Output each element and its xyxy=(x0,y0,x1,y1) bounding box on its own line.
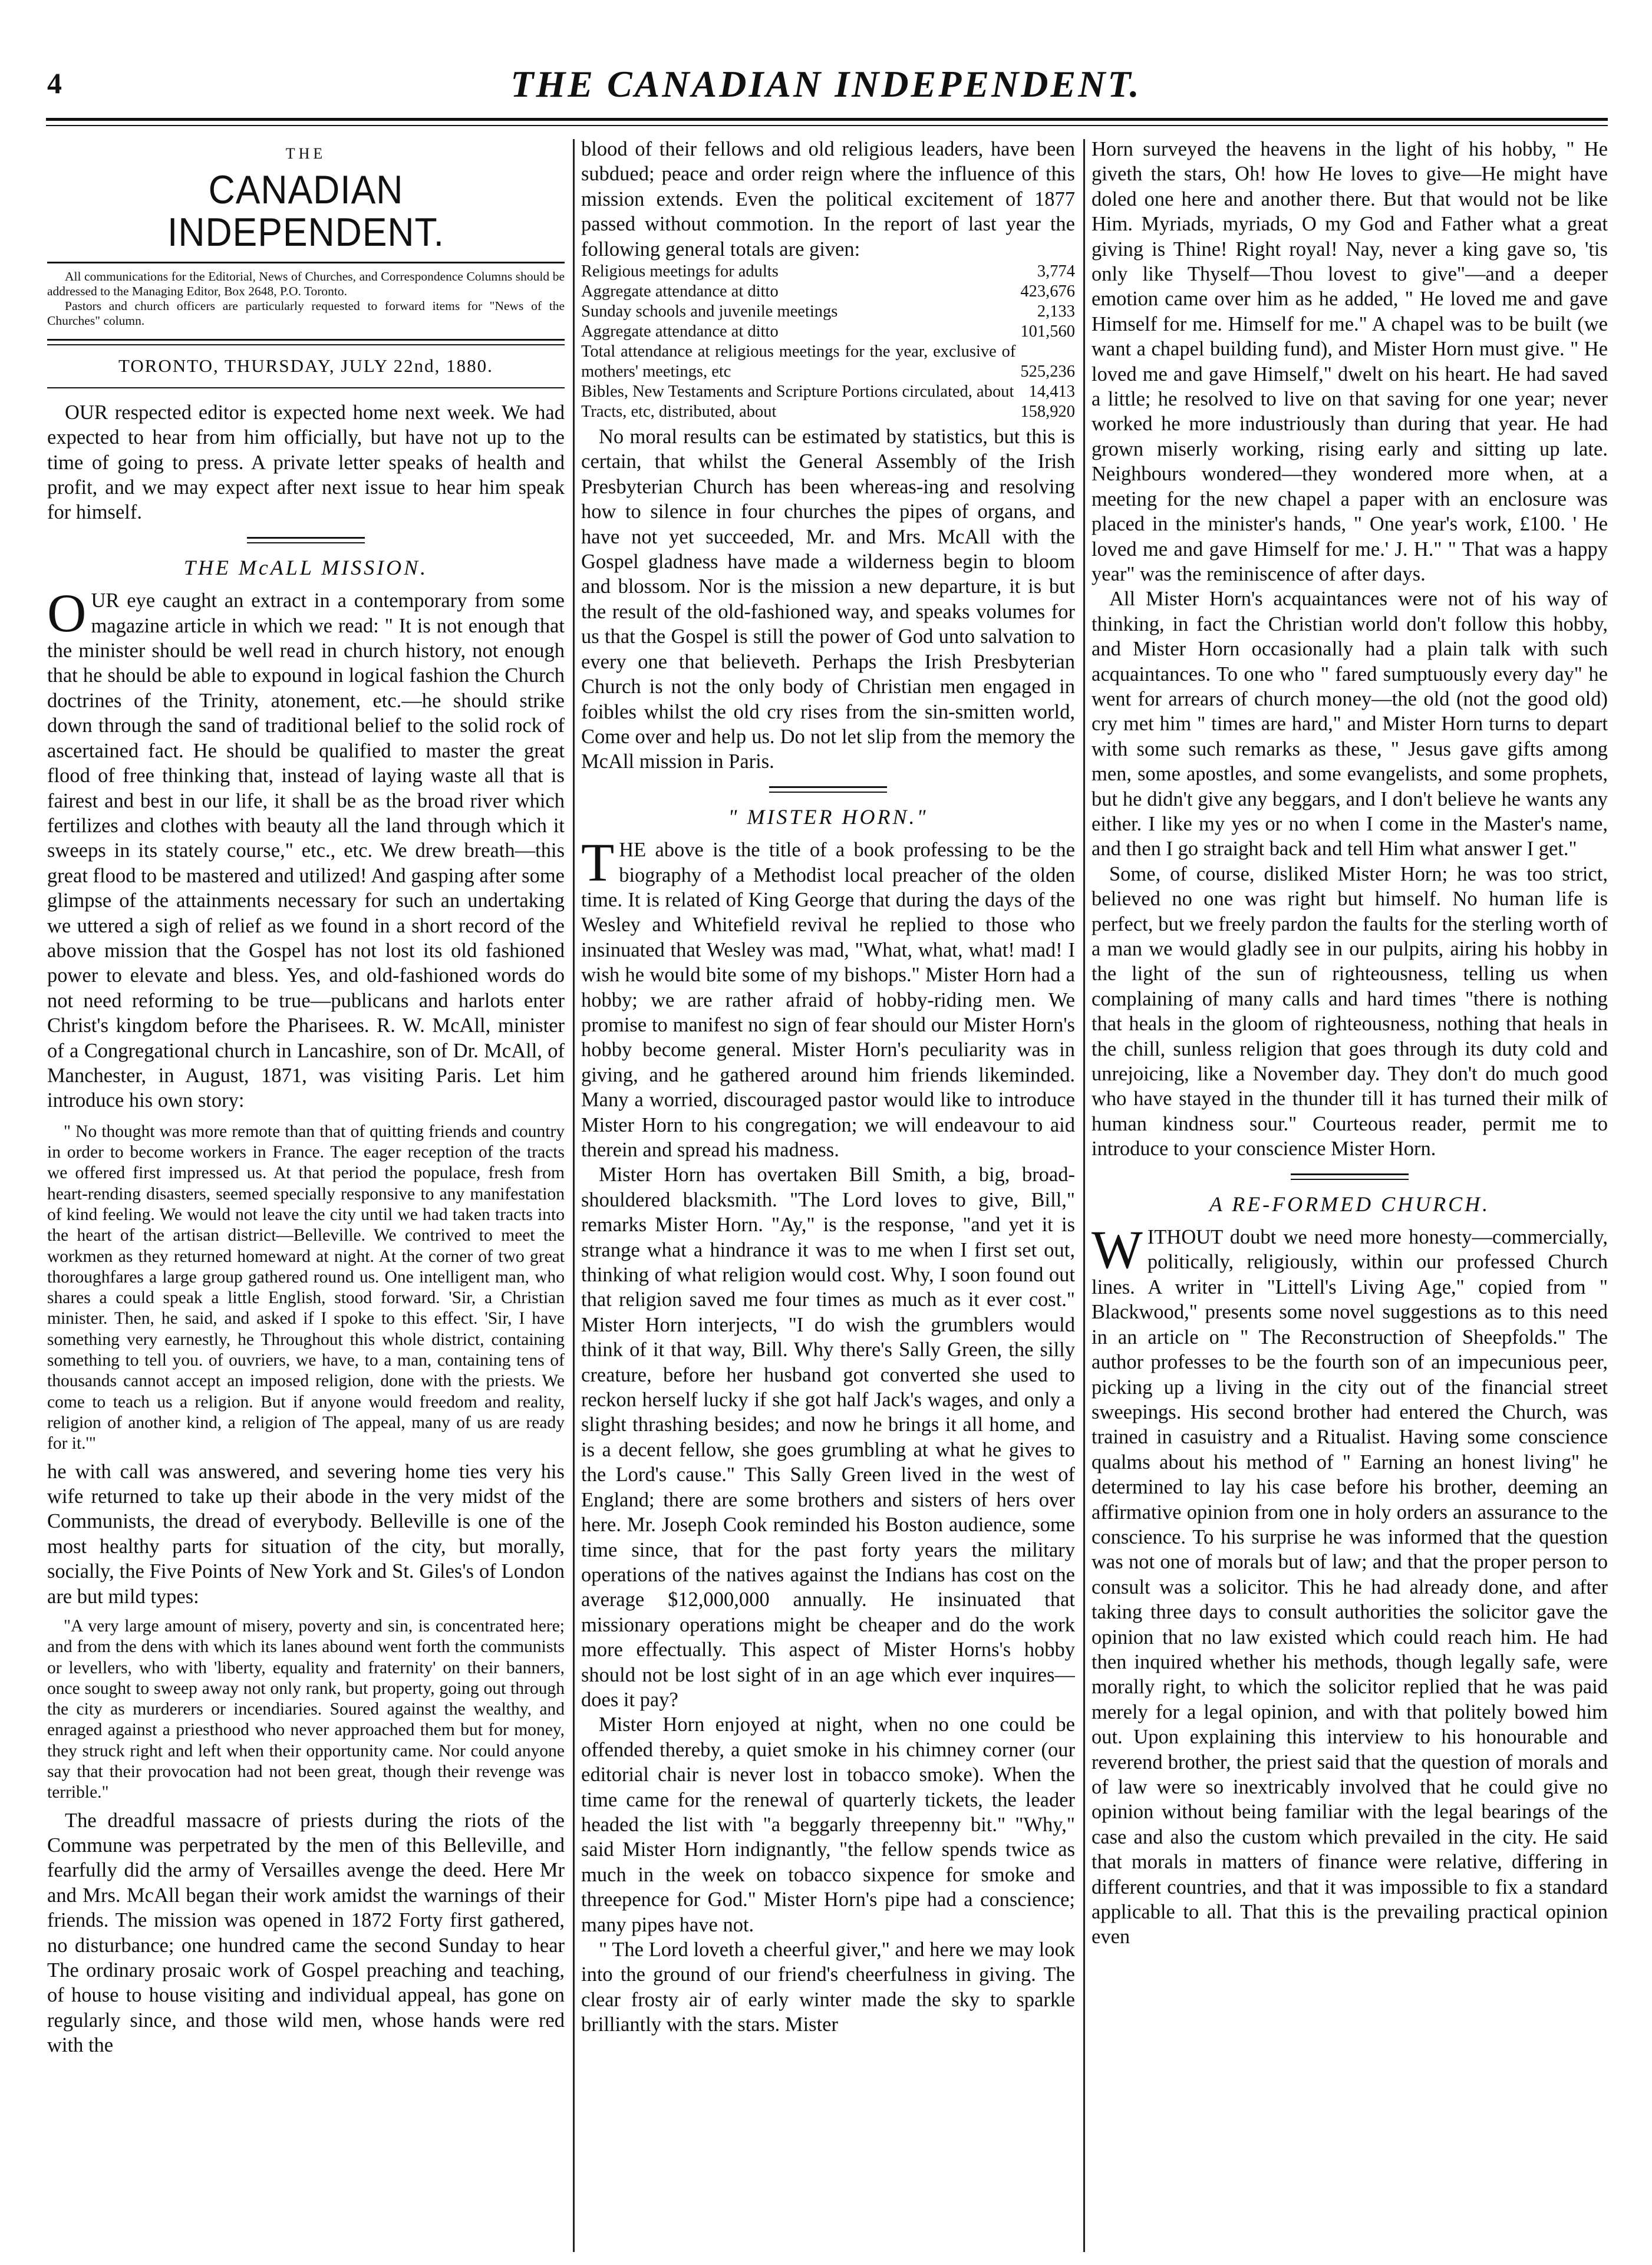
stats-label: Bibles, New Testaments and Scripture Portions circulated, about xyxy=(581,383,1014,401)
section-divider xyxy=(769,786,887,793)
editor-note: OUR respected editor is expected home next week. We had expected to hear from him officially, but have not up to the time of going to press. A private letter speaks of health and profit, and we may expect after next issue to hear him speak for himself. xyxy=(47,401,565,524)
horn-title: " MISTER HORN." xyxy=(728,805,928,829)
reformed-drop-cap: W xyxy=(1092,1219,1143,1280)
mcall-paragraph-3: The dreadful massacre of priests during the riots of the Commune was perpetrated by the men of this Belleville, and fearfully did the army of Versailles avenge the deed. Here Mr and Mrs. McAll began their work amidst the warnings of their friends. The mission was opened in 1872 Forty first gathered, no disturbance; one hundred came the second Sunday to hear The ordinary prosaic work of Gospel preaching and teaching, of house to house visiting and individual appeal, has gone on regularly since, and those wild men, whose hands were red with the xyxy=(47,1809,565,2057)
stats-row xyxy=(581,282,1075,302)
section-divider xyxy=(247,537,365,543)
stats-value: 423,676 xyxy=(1020,282,1075,301)
column-2 xyxy=(581,137,1075,2259)
stats-label: Religious meetings for adults xyxy=(581,262,779,281)
masthead-the: THE xyxy=(285,145,327,162)
mcall-paragraph-1: UR eye caught an extract in a contemporary from some magazine article in which we read: " It is not enough that the minister should be well read in church history, not enough that he should be able to expound in logical fashion the Church doctrines of the Trinity, atonement, etc.—he should strike down through the sand of traditional belief to the solid rock of ascertained fact. He should be qualified to master the great flood of free thinking that, instead of laying waste all that is fairest and best in our life, it shall be as the broad river which fertilizes and clothes with beauty all the land through which it sweeps in its stately course," etc., etc. We drew breath—this great flood to be mastered and utilized! And gasping after some glimpse of the attainments necessary for such an undertaking we uttered a sigh of relief as we found in a short record of the above mission that the Gospel has not lost its old fashioned power to elevate and bless. Yes, and old-fashioned words do not need reforming to be true—publicans and harlots enter Christ's kingdom before the Pharisees. R. W. McAll, minister of a Congregational church in Lancashire, son of Dr. McAll, of Manchester, in August, 1871, was visiting Paris. Let him introduce his own story: xyxy=(47,589,565,1112)
mission-stats-table xyxy=(581,262,1075,422)
mcall-drop-cap: O xyxy=(47,583,87,644)
horn-paragraph-5: Horn surveyed the heavens in the light of his hobby, " He giveth the stars, Oh! how He loves to give—He might have doled one here and another there. But that would not be like Him. Myriads, myriads, O my God and Father what a great giving is Thine! Right royal! Nay, never a king gave so, 'tis only like Thyself—Thou lovest to give"—and a deeper emotion came over him as he added, " He loved me and gave Himself for me. Himself for me." A chapel was to be built (we want a chapel building fund), and Mister Horn must give. " He loved me and gave Himself," dwelt on his heart. He had saved a little; he resolved to live on that saving for one year; never worked he more industriously than during that year. He had grown miserly working, rising early and sitting up late. Neighbours wondered—they wondered more when, at a meeting for the new chapel a paper with an enclosure was placed in the minister's hands, " One year's work, £100. ' He loved me and gave Himself for me.' J. H." " That was a happy year" was the reminiscence of after days. xyxy=(1092,138,1608,585)
horn-paragraph-4: " The Lord loveth a cheerful giver," and here we may look into the ground of our friend's cheerfulness in giving. The clear frosty air of early winter made the sky to sparkle brilliantly with the stars. Mister xyxy=(581,1938,1075,2036)
running-title: THE CANADIAN INDEPENDENT. xyxy=(510,63,1142,105)
column-rule-2 xyxy=(1083,139,1085,2252)
stats-value: 14,413 xyxy=(1028,383,1075,401)
horn-paragraph-3: Mister Horn enjoyed at night, when no one could be offended thereby, a quiet smoke in his chimney corner (our editorial chair is never lost in tobacco smoke). When the time came for the renewal of quarterly tickets, the leader headed the list with "a beggarly threepenny bit." "Why," said Mister Horn indignantly, "the fellow spends twice as much in the week on tobacco sixpence for smoke and threepence for God." Mister Horn's pipe had a conscience; many pipes have not. xyxy=(581,1713,1075,1936)
stats-value: 525,236 xyxy=(1020,362,1075,381)
mcall-paragraph-5: No moral results can be estimated by statistics, but this is certain, that whilst the General Assembly of the Irish Presbyterian Church has been whereas-ing and resolving how to silence in four churches the pipes of organs, and have not yet succeeded, Mr. and Mrs. McAll with the Gospel gladness have made a wilderness begin to bloom and blossom. Nor is the mission a new departure, it is but the result of the old-fashioned way, and speaks volumes for us that the Gospel is still the power of God unto salvation to every one that believeth. Perhaps the Irish Presbyterian Church is not the only body of Christian men engaged in foibles whilst the old cry rises from the sin-smitten world, Come over and help us. Do not let slip from the memory the McAll mission in Paris. xyxy=(581,426,1075,773)
stats-row xyxy=(581,262,1075,282)
reformed-paragraph-1: ITHOUT doubt we need more honesty—commercially, politically, religiously, within our professed Church lines. A writer in "Littell's Living Age," copied from " Blackwood," presents some novel suggestions as to this need in an article on " The Reconstruction of Sheepfolds." The author professes to be the fourth son of an impecunious peer, picking up a living in the city out of the financial street sweepings. His second brother had entered the Church, was trained in casuistry and a Ritualist. Having some conscience qualms about his method of " Earning an honest living" he determined to lay his case before his brother, deeming an affirmative opinion from one in holy orders an assurance to the conscience. To his surprise he was informed that the question was not one of morals but of law; and that the proper person to consult was a solicitor. This he had already done, and after taking three days to consult authorities the solicitor gave the opinion that no law existed which could reach him. He had then inquired whether his methods, though legally safe, were morally right, to which the solicitor replied that he was paid merely for a legal opinion, and with that politely bowed him out. Upon explaining this interview to his honourable and reverend brother, the priest said that the question of morals and of law were so inextricably involved that he could give no opinion without being familiar with the legal bearings of the case and also the custom which prevailed in the city. He said that morals in matters of finance were relative, differing in different countries, and that it was impossible to fix a standard applicable to all. That this is the prevailing practical opinion even xyxy=(1092,1226,1608,1949)
stats-label: Tracts, etc, distributed, about xyxy=(581,403,777,421)
stats-value: 2,133 xyxy=(1037,302,1075,321)
horn-drop-cap: T xyxy=(581,832,615,893)
column-3 xyxy=(1092,137,1608,2259)
column-1 xyxy=(47,137,565,2259)
stats-value: 101,560 xyxy=(1020,322,1075,341)
dateline-rule-top xyxy=(47,339,565,345)
mcall-quote-1: " No thought was more remote than that of quitting friends and country in order to become workers in France. The eager reception of the tracts we offered first impressed us. At that period the populace, fresh from heart-rending disasters, seemed specially responsive to any manifestation of kind feeling. We would not leave the city until we had taken tracts into the heart of the artisan district—Belleville. We contrived to meet the workmen as they returned homeward at night. At the corner of two great thoroughfares a large group gathered round us. One intelligent man, who shares a could speak a little English, stood forward. 'Sir, a Christian minister. Then, he said, and asked if I spoke to this effect. 'Sir, I have something very earnestly, he Throughout this whole district, containing something to tell you. of ouvriers, we have, to a man, containing tens of thousands cannot accept an imposed religion, done with the priests. We come to teach us a religion. But if anyone would freedom and reality, religion of another kind, a religion of The appeal, many of us are ready for it.'" xyxy=(47,1122,565,1453)
mcall-title: THE McALL MISSION. xyxy=(183,555,428,579)
stats-value: 3,774 xyxy=(1037,262,1075,281)
stats-label: Aggregate attendance at ditto xyxy=(581,282,779,301)
stats-label: Aggregate attendance at ditto xyxy=(581,322,779,341)
mcall-paragraph-2: he with call was answered, and severing home ties very his wife returned to take up their abode in the very midst of the Communists, the dread of everybody. Belleville is one of the most healthy parts for situation of the city, but morally, socially, the Five Points of New York and St. Giles's of London are but mild types: xyxy=(47,1460,565,1608)
masthead-rule xyxy=(47,262,565,263)
header-rule-thick xyxy=(46,118,1608,121)
stats-row xyxy=(581,382,1075,402)
stats-value: 158,920 xyxy=(1020,403,1075,421)
horn-paragraph-1: HE above is the title of a book professing to be the biography of a Methodist local preacher of the olden time. It is related of King George that during the days of the Wesley and Whitefield revival he replied to those who insinuated that Wesley was mad, "What, what, what! mad! I wish he would bite some of my bishops." Mister Horn had a hobby; we are rather afraid of hobby-riding men. We promise to manifest no sign of fear should our Mister Horn's hobby become general. Mister Horn's peculiarity was in giving, and he gathered around him friends likeminded. Many a worried, discouraged pastor would like to introduce Mister Horn to his congregation; we will endeavour to aid therein and spread his madness. xyxy=(581,839,1075,1161)
masthead-notice-2: Pastors and church officers are particularly requested to forward items for "News of the Churches" column. xyxy=(47,299,565,328)
page-number: 4 xyxy=(47,67,62,100)
header-rule-thin xyxy=(46,125,1608,126)
reformed-title: A RE-FORMED CHURCH. xyxy=(1209,1192,1491,1216)
mcall-quote-2: "A very large amount of misery, poverty and sin, is concentrated here; and from the dens with which its lanes abound went forth the communists or levellers, who with 'liberty, equality and fraternity' on their banners, once sought to sweep away not only rank, but property, going out through the city as murderers or incendiaries. Soured against the wealthy, and enraged against a priesthood who never approached them but for money, they struck right and left when their opportunity came. Nor could anyone say that their provocation had not been great, though their revenge was terrible." xyxy=(47,1616,565,1802)
column-rule-1 xyxy=(573,139,575,2252)
stats-row xyxy=(581,322,1075,342)
masthead-title: CANADIAN INDEPENDENT. xyxy=(167,167,444,255)
stats-label: Total attendance at religious meetings for the year, exclusive of mothers' meetings, etc xyxy=(581,342,1016,381)
dateline: TORONTO, THURSDAY, JULY 22nd, 1880. xyxy=(118,355,493,377)
stats-row xyxy=(581,302,1075,322)
mcall-paragraph-4: blood of their fellows and old religious leaders, have been subdued; peace and order reign where the influence of this mission extends. Even the political excitement of 1877 passed without commotion. In the report of last year the following general totals are given: xyxy=(581,138,1075,261)
section-divider xyxy=(1291,1173,1409,1180)
horn-paragraph-6: All Mister Horn's acquaintances were not of his way of thinking, in fact the Christian world don't follow this hobby, and Mister Horn occasionally had a plain talk with such acquaintances. To one who " fared sumptuously every day" he went for arrears of church money—the old (not the good old) cry met him " times are hard," and Mister Horn turns to depart with some such remarks as these, " Jesus gave gifts among men, some apostles, and some evangelists, and some prophets, but he didn't give any beggars, and I don't believe he wants any either. I like my yes or no when I come in the Master's name, and then I go straight back and tell Him what answer I get." xyxy=(1092,588,1608,860)
masthead-notice-1: All communications for the Editorial, News of Churches, and Correspondence Columns should be addressed to the Managing Editor, Box 2648, P.O. Toronto. xyxy=(47,269,565,299)
stats-row xyxy=(581,402,1075,422)
horn-paragraph-2: Mister Horn has overtaken Bill Smith, a big, broad-shouldered blacksmith. "The Lord loves to give, Bill," remarks Mister Horn. "Ay," is the response, "and yet it is strange what a hindrance it was to me when I first set out, thinking of what religion would cost. Why, I soon found out that religion saved me four times as much as it ever cost." Mister Horn interjects, "I do wish the grumblers would think of it that way, Bill. Why there's Sally Green, the silly creature, before her husband got converted she used to reckon herself lucky if she got half Jack's wages, and only a slight thrashing besides; and now he brings it all home, and is a decent fellow, she goes grumbling at what he gives to the Lord's cause." This Sally Green lived in the west of England; there are some brothers and sisters of hers over here. Mr. Joseph Cook reminded his Boston audience, some time since, that for the past forty years the military operations of the natives against the Indians has cost on the average $12,000,000 annually. He insinuated that missionary operations might be cheaper and do the work more effectually. This aspect of Mister Horns's hobby should not be lost sight of in an age which ever inquires—does it pay? xyxy=(581,1163,1075,1711)
stats-row xyxy=(581,342,1075,382)
stats-label: Sunday schools and juvenile meetings xyxy=(581,302,838,321)
horn-paragraph-7: Some, of course, disliked Mister Horn; he was too strict, believed no one was right but himself. No human life is perfect, but we freely pardon the faults for the sterling worth of a man we would gladly see in our pulpits, airing his hobby in the light of the sun of righteousness, telling us when complaining of many calls and hard times "there is nothing that heals in the gloom of righteousness, nothing that heals in the chill, sunless religion that goes through its duty cold and unrejoicing, like a November day. They don't do much good who have stayed in the thunder till it has turned their milk of human kindness sour." Courteous reader, permit me to introduce to your conscience Mister Horn. xyxy=(1092,862,1608,1160)
dateline-rule-bottom xyxy=(47,387,565,388)
